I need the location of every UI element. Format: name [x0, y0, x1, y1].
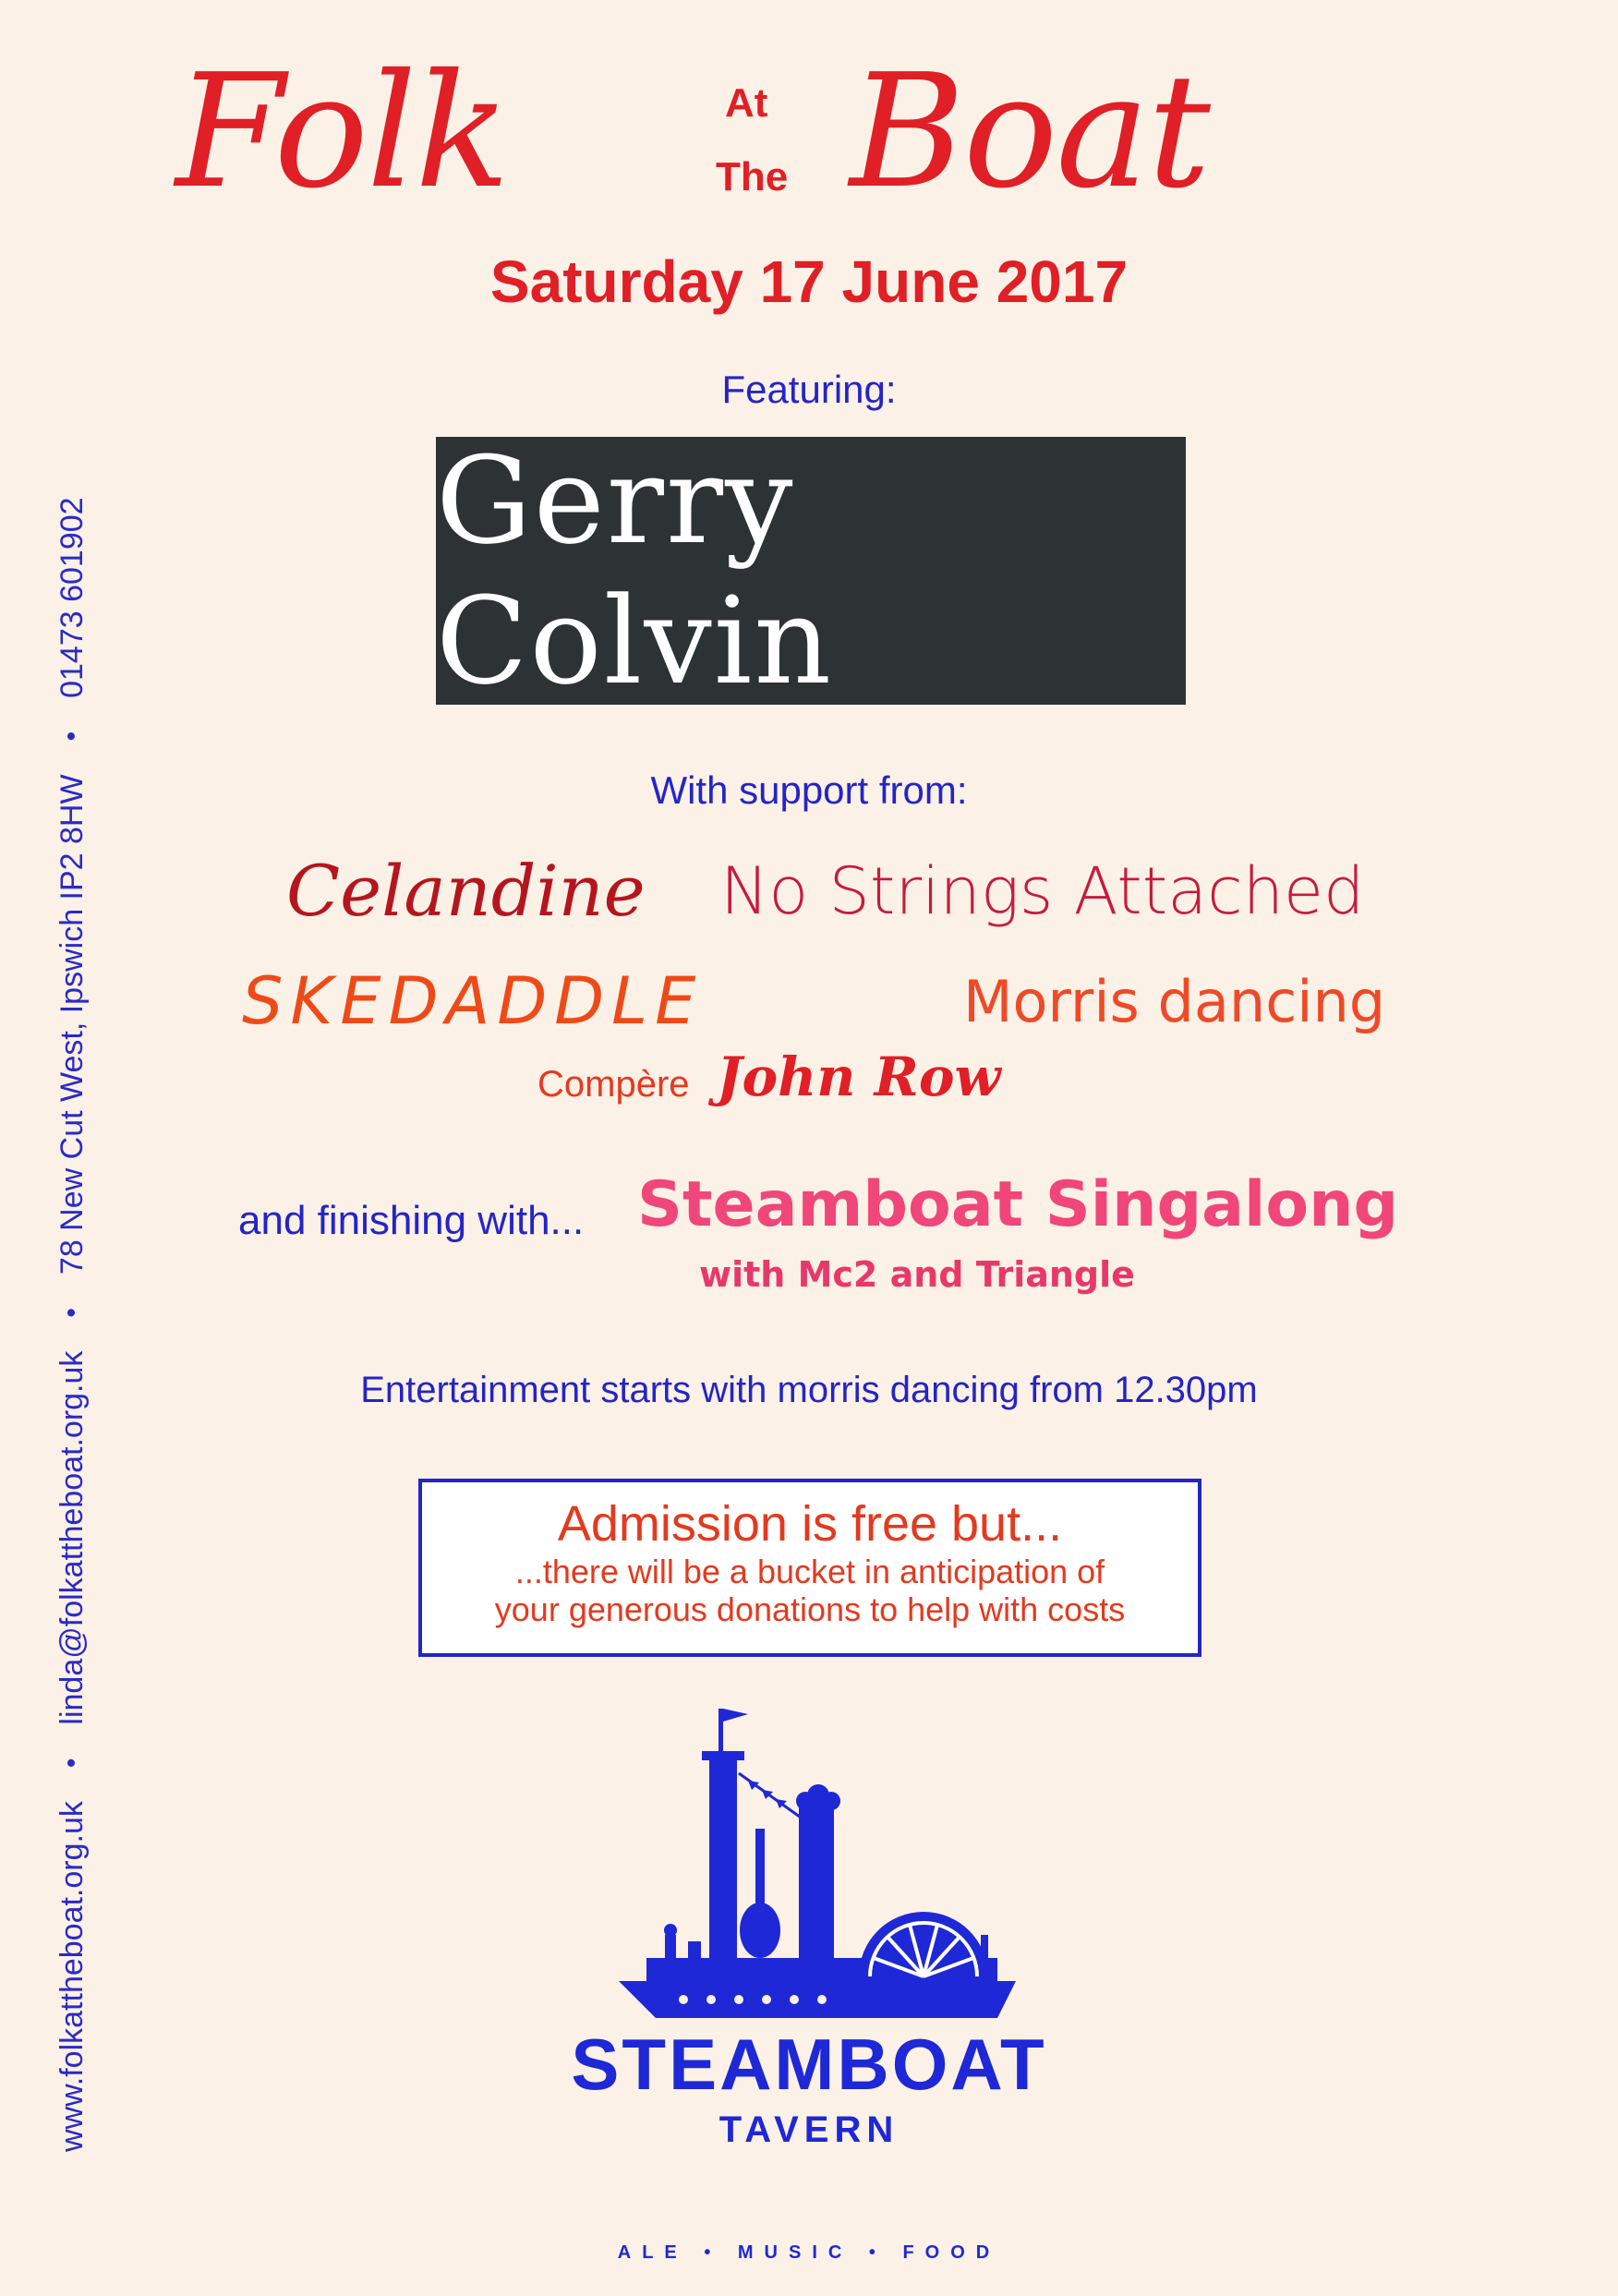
venue-subtitle: TAVERN [718, 2109, 900, 2150]
admission-title: Admission is free but... [557, 1496, 1063, 1552]
venue-tagline: ALE • MUSIC • FOOD [617, 2242, 1001, 2263]
separator-dot: • [56, 1308, 87, 1318]
title-folk: Folk [175, 41, 509, 224]
title-the: The [716, 154, 789, 199]
compere-name: John Row [717, 1045, 1001, 1108]
title-at: At [725, 80, 768, 126]
email-link[interactable]: linda@folkattheboat.org.uk [54, 1350, 90, 1725]
separator-dot: • [56, 731, 87, 742]
featuring-label: Featuring: [721, 368, 897, 411]
admission-line: ...there will be a bucket in anticipation of [514, 1553, 1105, 1590]
title-boat: Boat [850, 41, 1209, 224]
act-morris-dancing: Morris dancing [963, 968, 1386, 1035]
support-label: With support from: [650, 768, 968, 812]
poster-title [175, 35, 1468, 229]
website-link[interactable]: www.folkattheboat.org.uk [54, 1801, 90, 2152]
separator-dot: • [56, 1758, 87, 1769]
steamboat-logo-icon [610, 1699, 1025, 2050]
address-text: 78 New Cut West, Ipswich IP2 8HW [54, 774, 90, 1275]
venue-name: STEAMBOAT [571, 2024, 1047, 2105]
contact-strip [44, 120, 100, 2152]
admission-line: your generous donations to help with costs [494, 1590, 1126, 1629]
act-celandine: Celandine [286, 850, 646, 932]
finale-subtitle: with Mc2 and Triangle [699, 1254, 1135, 1295]
finale-name: Steamboat Singalong [637, 1168, 1399, 1241]
phone-number: 01473 601902 [54, 497, 90, 698]
admission-box [418, 1479, 1201, 1657]
headliner-banner [436, 430, 1186, 711]
headliner-name: Gerry Colvin [436, 430, 834, 711]
event-date: Saturday 17 June 2017 [489, 248, 1129, 315]
act-no-strings-attached: No Strings Attached [720, 853, 1365, 929]
act-skedaddle: SKEDADDLE [242, 963, 704, 1039]
compere-label: Compère [537, 1064, 690, 1105]
start-time-note: Entertainment starts with morris dancing from 12.30pm [360, 1370, 1258, 1410]
finale-label: and finishing with... [238, 1198, 585, 1243]
